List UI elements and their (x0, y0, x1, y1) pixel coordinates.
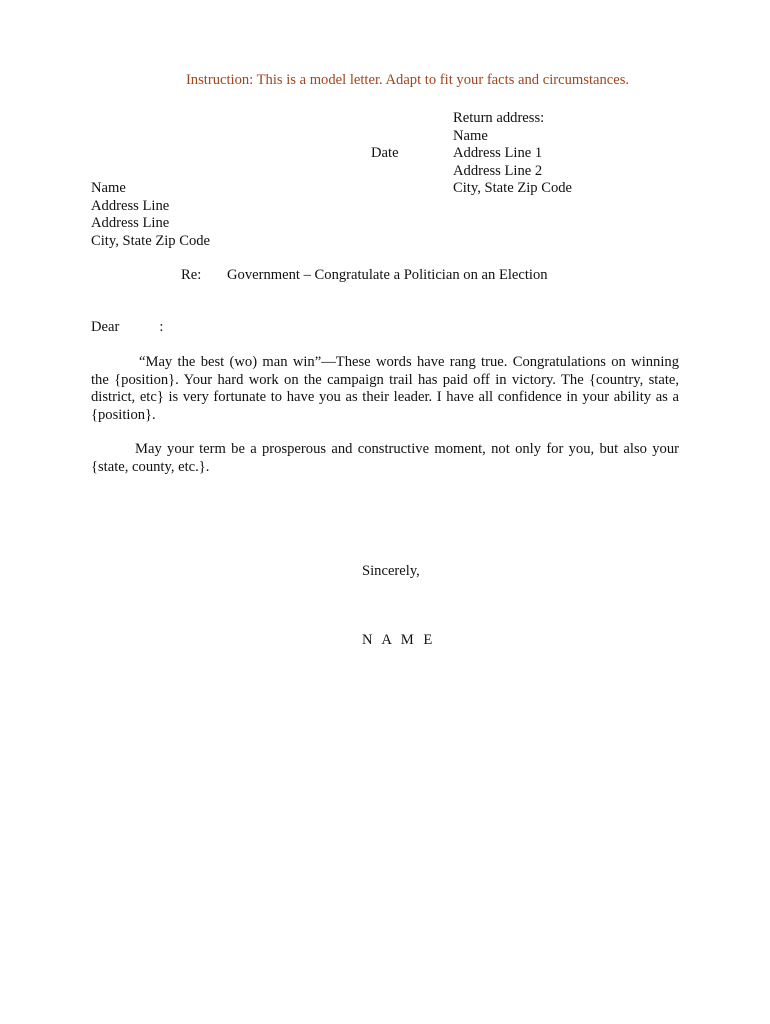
re-subject: Government – Congratulate a Politician on an Election (227, 267, 548, 283)
recipient-address-line-2: Address Line (91, 215, 170, 231)
recipient-address-block (91, 180, 210, 250)
return-address-name: Name (453, 127, 488, 144)
return-address-line-1: Address Line 1 (453, 145, 543, 161)
salutation-word: Dear (91, 319, 120, 335)
re-label: Re: (181, 267, 202, 283)
return-address-city-state-zip: City, State Zip Code (453, 180, 573, 196)
return-address-label: Return address: (453, 110, 545, 126)
body-paragraph-1: “May the best (wo) man win”—These words have rang true. Congratulations on winning the {position}. Your hard work on the campaign trail has paid off in victory. The {country, state, district, etc} is very fortunate to have you as their leader. I have all confidence in your ability as a {position}. (91, 354, 679, 423)
instruction-note (0, 72, 770, 90)
instruction-text: Instruction: This is a model letter. Adapt to fit your facts and circumstances. (185, 72, 630, 88)
closing: Sincerely, (362, 563, 420, 579)
return-address-line-2: Address Line 2 (453, 162, 543, 179)
return-address-block (453, 110, 572, 198)
recipient-city-state-zip: City, State Zip Code (91, 232, 211, 249)
salutation (91, 319, 163, 337)
recipient-name: Name (91, 180, 126, 196)
recipient-address-line-1: Address Line (91, 197, 170, 214)
salutation-colon: : (159, 319, 164, 335)
date-field: Date (371, 145, 399, 161)
signature-name: N A M E (362, 632, 436, 648)
body-paragraph-2: May your term be a prosperous and constructive moment, not only for you, but also your {state, county, etc.}. (91, 441, 679, 475)
